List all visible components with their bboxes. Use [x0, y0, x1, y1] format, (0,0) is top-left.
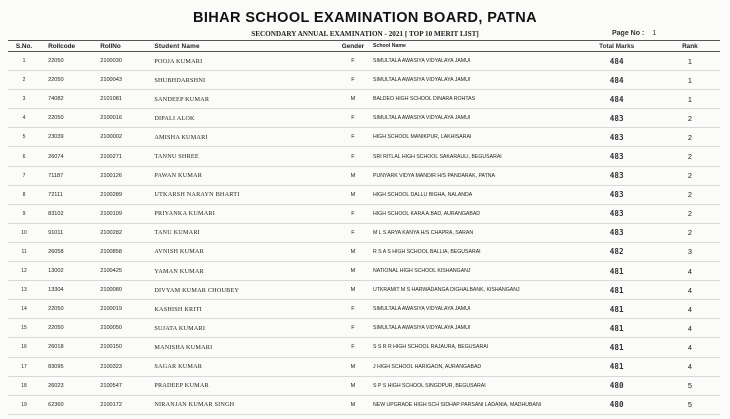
student-name-cell: UTKARSH NARAYN BHARTI — [154, 185, 333, 204]
serial-number-cell: 17 — [8, 357, 40, 376]
rollcode-cell: 26074 — [40, 147, 94, 166]
rollcode-cell: 22050 — [40, 300, 94, 319]
total-marks-cell: 483 — [574, 185, 660, 204]
table-row — [8, 185, 720, 204]
table-row — [8, 357, 720, 376]
student-name-cell: AVNISH KUMAR — [154, 242, 333, 261]
rollcode-cell: 83102 — [40, 204, 94, 223]
rank-cell: 4 — [660, 338, 720, 357]
rollno-cell: 2100030 — [94, 52, 154, 71]
total-marks-cell: 481 — [574, 281, 660, 300]
rollcode-cell: 22050 — [40, 109, 94, 128]
total-marks-cell: 481 — [574, 319, 660, 338]
student-name-cell: PAWAN KUMAR — [154, 166, 333, 185]
gender-cell: M — [333, 376, 373, 395]
total-marks-cell: 481 — [574, 338, 660, 357]
gender-cell: M — [333, 185, 373, 204]
rollcode-cell: 23039 — [40, 128, 94, 147]
col-gender-header: Gender — [333, 41, 373, 52]
rank-cell: 5 — [660, 395, 720, 414]
school-name-cell: SIMULTALA AWASIYA VIDYALAYA JAMUI — [373, 52, 574, 71]
rollno-cell: 2100109 — [94, 204, 154, 223]
gender-cell: M — [333, 395, 373, 414]
student-name-cell: SANDEEP KUMAR — [154, 90, 333, 109]
school-name-cell: NATIONAL HIGH SCHOOL KISHANGANJ — [373, 262, 574, 281]
student-name-cell: MANISHA KUMARI — [154, 338, 333, 357]
gender-cell: F — [333, 109, 373, 128]
rollno-cell: 2100043 — [94, 71, 154, 90]
rank-cell: 3 — [660, 242, 720, 261]
serial-number-cell: 14 — [8, 300, 40, 319]
table-row — [8, 109, 720, 128]
page-number-label — [612, 30, 656, 37]
student-name-cell: SHUBHDARSHNI — [154, 71, 333, 90]
serial-number-cell: 7 — [8, 166, 40, 185]
serial-number-cell: 15 — [8, 319, 40, 338]
rank-cell: 2 — [660, 223, 720, 242]
rank-cell: 1 — [660, 52, 720, 71]
rollcode-cell: 74082 — [40, 90, 94, 109]
student-name-cell: TANNU SHREE — [154, 147, 333, 166]
page-label: Page No : — [612, 30, 645, 37]
student-name-cell: NIRANJAN KUMAR SINGH — [154, 395, 333, 414]
serial-number-cell: 9 — [8, 204, 40, 223]
rollcode-cell: 91011 — [40, 223, 94, 242]
gender-cell: M — [333, 262, 373, 281]
school-name-cell: UTKRAMIT M S HARWADANGA DIGHALBANK, KISHANGANJ — [373, 281, 574, 300]
rollno-cell: 2100323 — [94, 357, 154, 376]
gender-cell: M — [333, 166, 373, 185]
serial-number-cell: 16 — [8, 338, 40, 357]
rollno-cell: 2100547 — [94, 376, 154, 395]
gender-cell: F — [333, 52, 373, 71]
school-name-cell: SIMULTALA AWASIYA VIDYALAYA JAMUI — [373, 300, 574, 319]
total-marks-cell: 483 — [574, 223, 660, 242]
rollno-cell: 2100050 — [94, 319, 154, 338]
school-name-cell: S P S HIGH SCHOOL SINGDPUR, BEGUSARAI — [373, 376, 574, 395]
table-header-row — [8, 41, 720, 52]
gender-cell: M — [333, 90, 373, 109]
total-marks-cell: 484 — [574, 52, 660, 71]
total-marks-cell: 481 — [574, 300, 660, 319]
rank-cell: 4 — [660, 357, 720, 376]
student-name-cell: AMISHA KUMARI — [154, 128, 333, 147]
total-marks-cell: 481 — [574, 357, 660, 376]
gender-cell: F — [333, 204, 373, 223]
board-title: BIHAR SCHOOL EXAMINATION BOARD, PATNA — [192, 10, 537, 26]
rollcode-cell: 13002 — [40, 262, 94, 281]
serial-number-cell: 2 — [8, 71, 40, 90]
rank-cell: 4 — [660, 319, 720, 338]
gender-cell: F — [333, 147, 373, 166]
rank-cell: 1 — [660, 90, 720, 109]
table-row — [8, 128, 720, 147]
rollno-cell: 2100126 — [94, 166, 154, 185]
school-name-cell: J HIGH SCHOOL HARIGAON, AURANGABAD — [373, 357, 574, 376]
student-name-cell: DIVYAM KUMAR CHOUBEY — [154, 281, 333, 300]
table-row — [8, 90, 720, 109]
rank-cell: 4 — [660, 300, 720, 319]
col-rank-header: Rank — [660, 41, 720, 52]
total-marks-cell: 481 — [574, 262, 660, 281]
school-name-cell: HIGH SCHOOL KARA A.BAD, AURANGABAD — [373, 204, 574, 223]
school-name-cell: R S A S HIGH SCHOOL BALLIA, BEGUSARAI — [373, 242, 574, 261]
rollno-cell: 2100858 — [94, 242, 154, 261]
rollno-cell: 2100016 — [94, 109, 154, 128]
rank-cell: 2 — [660, 128, 720, 147]
col-rollcode-header: Rollcode — [40, 41, 94, 52]
rollcode-cell: 72111 — [40, 185, 94, 204]
rollcode-cell: 26023 — [40, 376, 94, 395]
school-name-cell: SIMULTALA AWASIYA VIDYALAYA JAMUI — [373, 71, 574, 90]
total-marks-cell: 480 — [574, 376, 660, 395]
table-row — [8, 281, 720, 300]
rollcode-cell: 26058 — [40, 242, 94, 261]
rollcode-cell: 22050 — [40, 319, 94, 338]
student-name-cell: POOJA KUMARI — [154, 52, 333, 71]
rollno-cell: 2100019 — [94, 300, 154, 319]
total-marks-cell: 484 — [574, 90, 660, 109]
school-name-cell: PUNYARK VIDYA MANDIR H/S PANDARAK, PATNA — [373, 166, 574, 185]
school-name-cell: SRI RITLAL HIGH SCHOOL SAKARAULI, BEGUSARAI — [373, 147, 574, 166]
merit-table — [8, 40, 720, 415]
rollno-cell: 2100002 — [94, 128, 154, 147]
serial-number-cell: 1 — [8, 52, 40, 71]
rollno-cell: 2100172 — [94, 395, 154, 414]
table-row — [8, 376, 720, 395]
student-name-cell: YAMAN KUMAR — [154, 262, 333, 281]
school-name-cell: HIGH SCHOOL DALLU BIGHA, NALANDA — [373, 185, 574, 204]
total-marks-cell: 483 — [574, 128, 660, 147]
gender-cell: F — [333, 319, 373, 338]
table-row — [8, 223, 720, 242]
total-marks-cell: 483 — [574, 204, 660, 223]
serial-number-cell: 13 — [8, 281, 40, 300]
table-row — [8, 319, 720, 338]
rank-cell: 1 — [660, 71, 720, 90]
rank-cell: 4 — [660, 262, 720, 281]
serial-number-cell: 4 — [8, 109, 40, 128]
gender-cell: F — [333, 300, 373, 319]
student-name-cell: SAGAR KUMAR — [154, 357, 333, 376]
total-marks-cell: 483 — [574, 109, 660, 128]
rollno-cell: 2100282 — [94, 223, 154, 242]
gender-cell: M — [333, 357, 373, 376]
rank-cell: 2 — [660, 109, 720, 128]
student-name-cell: PRADEEP KUMAR — [154, 376, 333, 395]
gender-cell: F — [333, 338, 373, 357]
rollcode-cell: 22050 — [40, 71, 94, 90]
table-row — [8, 166, 720, 185]
col-student-name-header: Student Name — [154, 41, 333, 52]
serial-number-cell: 11 — [8, 242, 40, 261]
serial-number-cell: 18 — [8, 376, 40, 395]
school-name-cell: BALDEO HIGH SCHOOL DINARA ROHTAS — [373, 90, 574, 109]
table-row — [8, 71, 720, 90]
page-number: 1 — [652, 30, 657, 37]
rank-cell: 2 — [660, 147, 720, 166]
serial-number-cell: 12 — [8, 262, 40, 281]
col-total-marks-header: Total Marks — [574, 41, 660, 52]
rollcode-cell: 62360 — [40, 395, 94, 414]
serial-number-cell: 6 — [8, 147, 40, 166]
rank-cell: 4 — [660, 281, 720, 300]
table-row — [8, 338, 720, 357]
table-row — [8, 242, 720, 261]
rank-cell: 5 — [660, 376, 720, 395]
student-name-cell: KASHISH KRITI — [154, 300, 333, 319]
total-marks-cell: 483 — [574, 147, 660, 166]
student-name-cell: SUJATA KUMARI — [154, 319, 333, 338]
school-name-cell: SIMULTALA AWASIYA VIDYALAYA JAMUI — [373, 109, 574, 128]
exam-subtitle: SECONDARY ANNUAL EXAMINATION - 2021 [ TOP 10 MERIT LIST] — [251, 30, 479, 38]
col-school-name-header: School Name — [373, 41, 574, 52]
school-name-cell: HIGH SCHOOL MANIKPUR, LAKHISARAI — [373, 128, 574, 147]
serial-number-cell: 5 — [8, 128, 40, 147]
serial-number-cell: 8 — [8, 185, 40, 204]
gender-cell: M — [333, 242, 373, 261]
gender-cell: F — [333, 128, 373, 147]
col-sno-header: S.No. — [8, 41, 40, 52]
table-row — [8, 300, 720, 319]
rollcode-cell: 22050 — [40, 52, 94, 71]
gender-cell: M — [333, 281, 373, 300]
rollno-cell: 2100150 — [94, 338, 154, 357]
table-row — [8, 262, 720, 281]
rank-cell: 2 — [660, 204, 720, 223]
student-name-cell: TANU KUMARI — [154, 223, 333, 242]
serial-number-cell: 19 — [8, 395, 40, 414]
serial-number-cell: 3 — [8, 90, 40, 109]
rank-cell: 2 — [660, 166, 720, 185]
gender-cell: F — [333, 223, 373, 242]
rollcode-cell: 71187 — [40, 166, 94, 185]
school-name-cell: SIMULTALA AWASIYA VIDYALAYA JAMUI — [373, 319, 574, 338]
rollcode-cell: 83095 — [40, 357, 94, 376]
school-name-cell: M L S ARYA KANYA H/S CHAPRA, SARAN — [373, 223, 574, 242]
student-name-cell: PRIYANKA KUMARI — [154, 204, 333, 223]
school-name-cell: NEW UPGRADE HIGH SCH SIDHAP PARSANI LADANIA, MADHUBANI — [373, 395, 574, 414]
total-marks-cell: 483 — [574, 166, 660, 185]
rollno-cell: 2100289 — [94, 185, 154, 204]
school-name-cell: S S R R HIGH SCHOOL RAJAURA, BEGUSARAI — [373, 338, 574, 357]
total-marks-cell: 480 — [574, 395, 660, 414]
table-row — [8, 395, 720, 414]
total-marks-cell: 482 — [574, 242, 660, 261]
rank-cell: 2 — [660, 185, 720, 204]
gender-cell: F — [333, 71, 373, 90]
total-marks-cell: 484 — [574, 71, 660, 90]
rollcode-cell: 26018 — [40, 338, 94, 357]
student-name-cell: DIPALI ALOK — [154, 109, 333, 128]
table-row — [8, 204, 720, 223]
rollcode-cell: 13304 — [40, 281, 94, 300]
rollno-cell: 2101081 — [94, 90, 154, 109]
serial-number-cell: 10 — [8, 223, 40, 242]
table-row — [8, 52, 720, 71]
col-rollno-header: RollNo — [94, 41, 154, 52]
rollno-cell: 2100080 — [94, 281, 154, 300]
rollno-cell: 2100271 — [94, 147, 154, 166]
table-row — [8, 147, 720, 166]
rollno-cell: 2100425 — [94, 262, 154, 281]
